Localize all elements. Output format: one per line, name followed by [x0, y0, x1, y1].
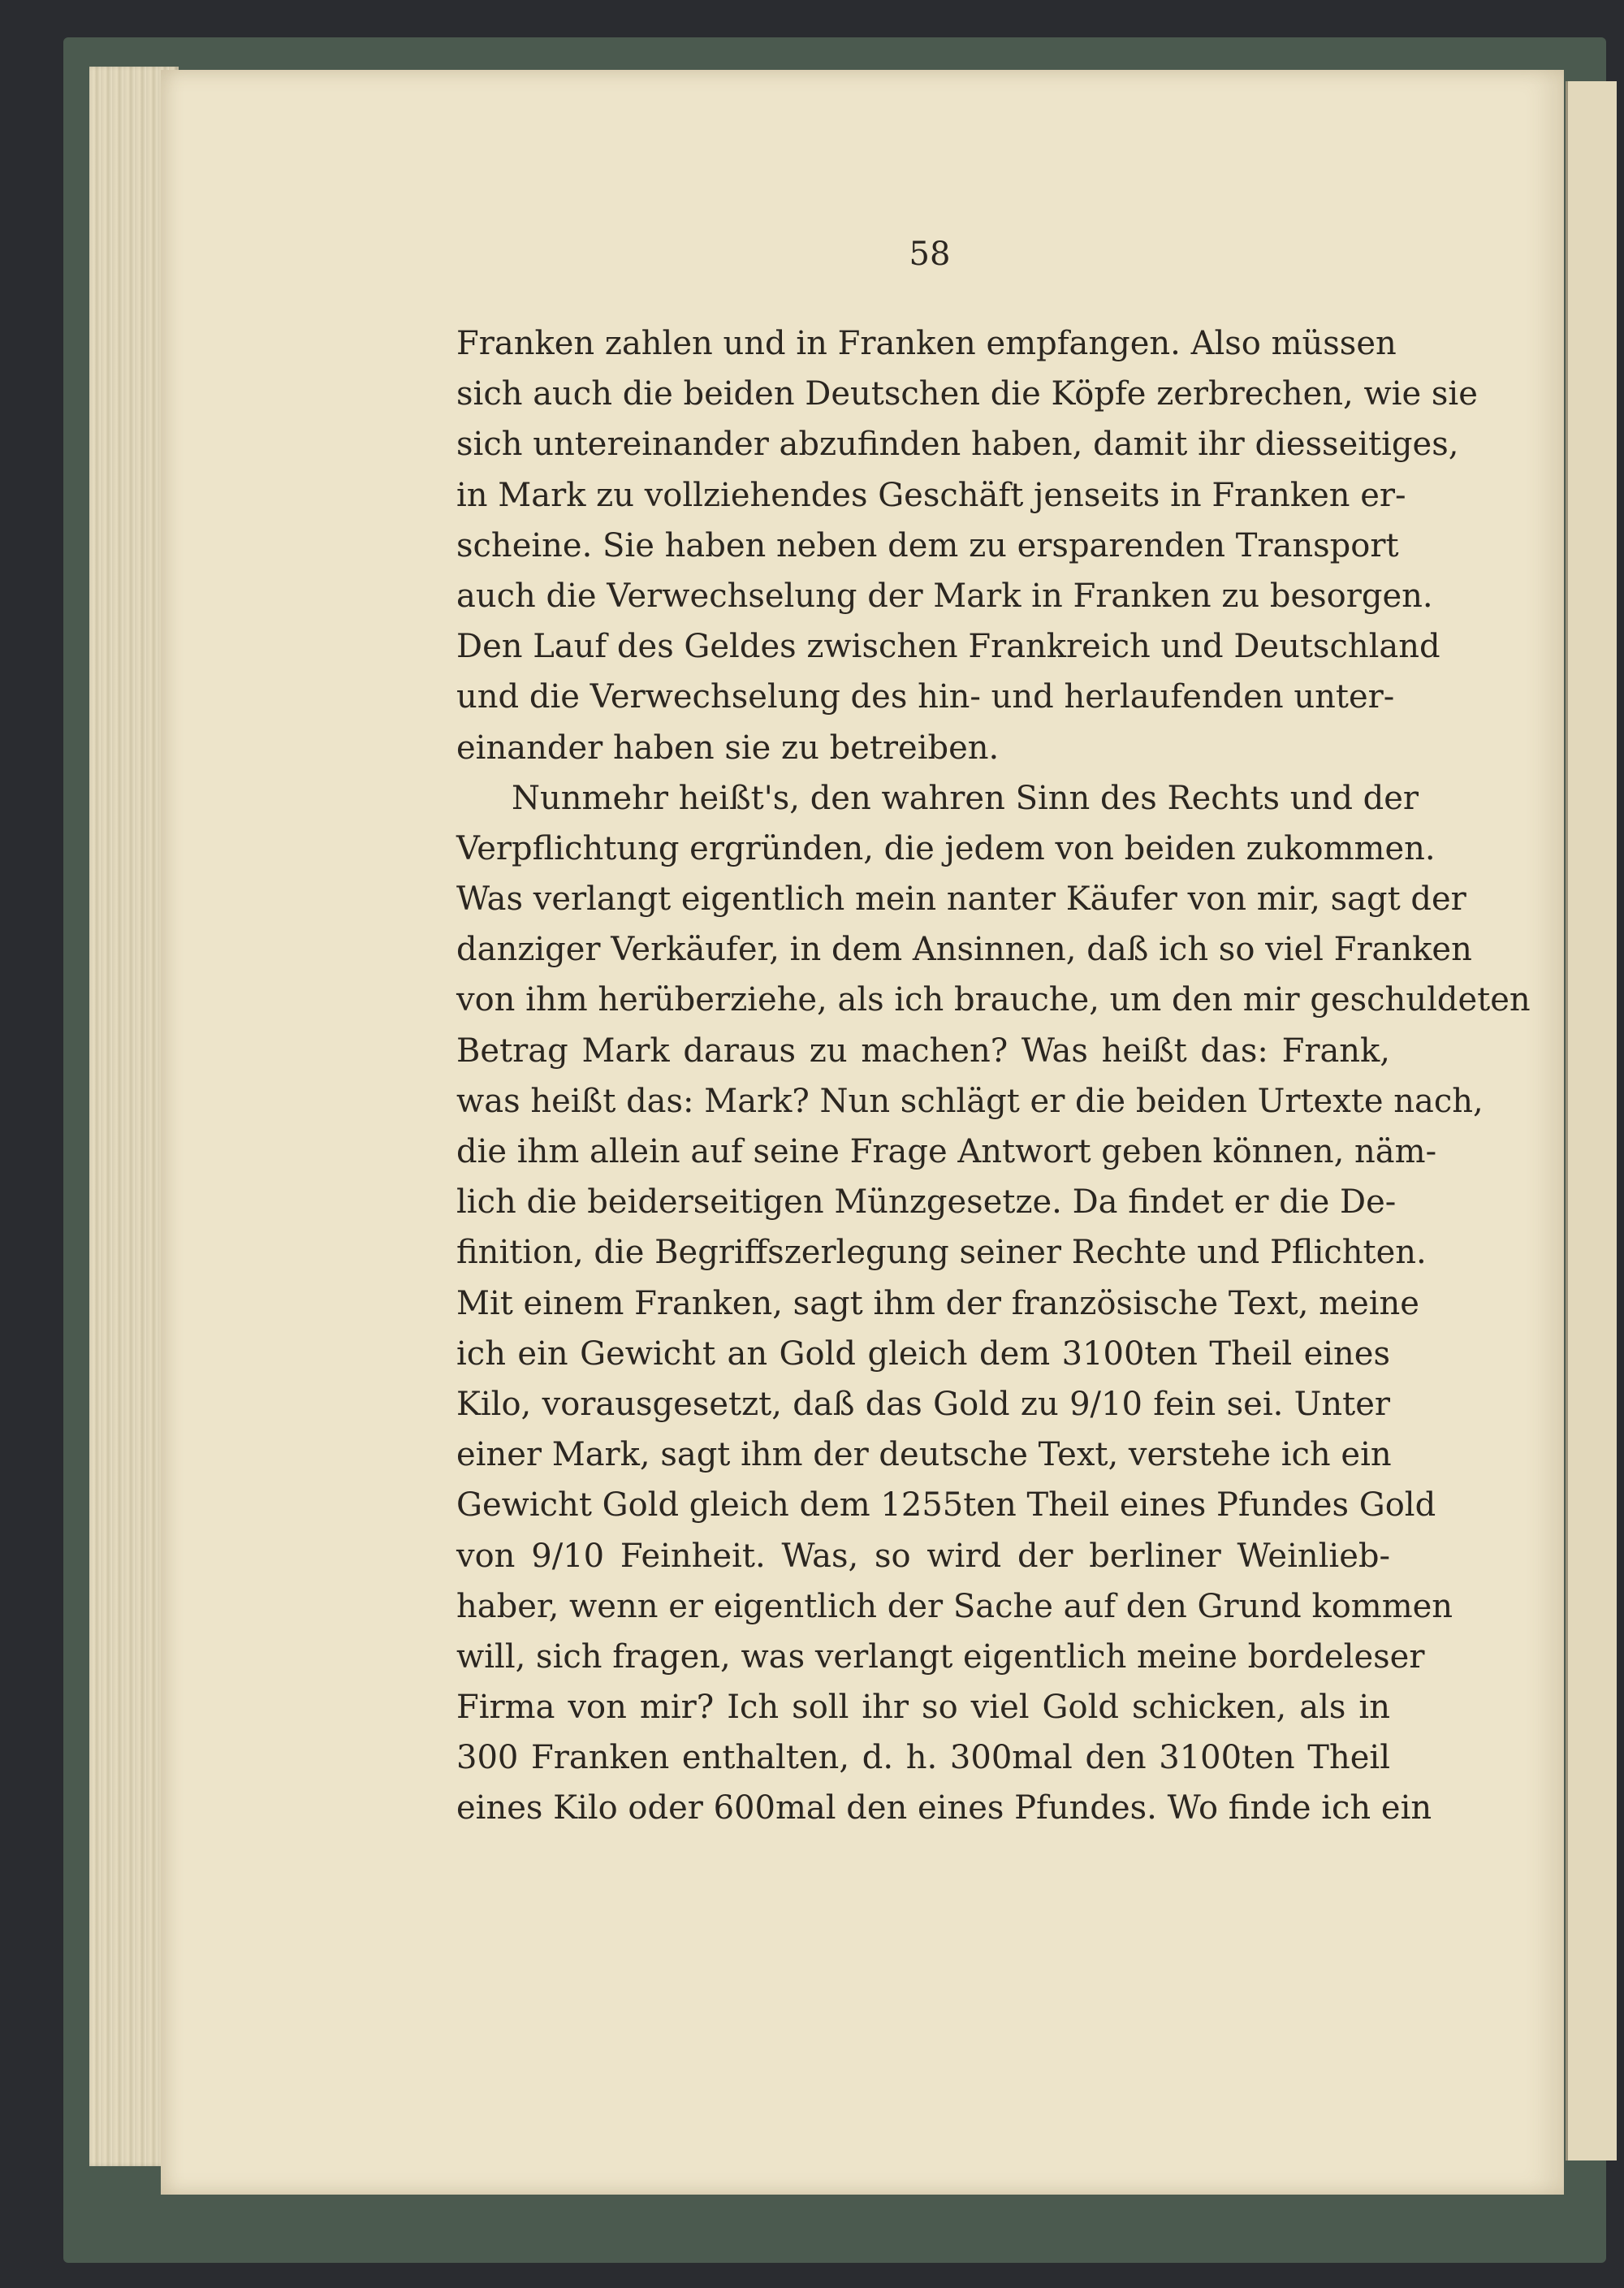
text-line: Nunmehr heißt's, den wahren Sinn des Rechts und der [512, 779, 1419, 817]
text-line: von 9/10 Feinheit. Was, so wird der berliner Weinlieb- [456, 1537, 1390, 1575]
text-line: von ihm herüberziehe, als ich brauche, um den mir geschuldeten [456, 981, 1531, 1019]
text-line: Gewicht Gold gleich dem 1255ten Theil eines Pfundes Gold [456, 1486, 1436, 1525]
text-line: in Mark zu vollziehendes Geschäft jenseits in Franken er- [456, 476, 1406, 514]
text-line: 300 Franken enthalten, d. h. 300mal den 3100ten Theil [456, 1739, 1390, 1777]
text-line: die ihm allein auf seine Frage Antwort geben können, näm- [456, 1133, 1437, 1170]
text-line: Franken zahlen und in Franken empfangen. Also müssen [456, 325, 1397, 362]
text-line: Verpflichtung ergründen, die jedem von beiden zukommen. [456, 829, 1436, 867]
text-line: ich ein Gewicht an Gold gleich dem 3100ten Theil eines [456, 1334, 1390, 1373]
text-line: Firma von mir? Ich soll ihr so viel Gold schicken, als in [456, 1689, 1390, 1727]
text-line: und die Verwechselung des hin- und herlaufenden unter- [456, 678, 1395, 716]
body-text [456, 318, 1531, 1834]
text-line: einander haben sie zu betreiben. [456, 729, 1000, 767]
next-page-edge [1566, 81, 1617, 2160]
text-line: danziger Verkäufer, in dem Ansinnen, daß ich so viel Franken [456, 931, 1472, 969]
text-line: eines Kilo oder 600mal den eines Pfundes. Wo finde ich ein [456, 1789, 1432, 1827]
text-line: Den Lauf des Geldes zwischen Frankreich und Deutschland [456, 628, 1440, 666]
text-line: Mit einem Franken, sagt ihm der französische Text, meine [456, 1284, 1419, 1322]
text-line: scheine. Sie haben neben dem zu ersparenden Transport [456, 526, 1399, 564]
text-line: haber, wenn er eigentlich der Sache auf den Grund kommen [456, 1587, 1453, 1625]
text-line: auch die Verwechselung der Mark in Franken zu besorgen. [456, 577, 1433, 615]
text-line: finition, die Begriffszerlegung seiner Rechte und Pflichten. [456, 1234, 1427, 1272]
text-line: einer Mark, sagt ihm der deutsche Text, verstehe ich ein [456, 1436, 1392, 1474]
text-line: Was verlangt eigentlich mein nanter Käufer von mir, sagt der [456, 880, 1466, 919]
text-line: was heißt das: Mark? Nun schlägt er die beiden Urtexte nach, [456, 1082, 1484, 1120]
page-number: 58 [909, 236, 951, 273]
text-line: sich untereinander abzufinden haben, damit ihr diesseitiges, [456, 426, 1459, 464]
text-line: sich auch die beiden Deutschen die Köpfe zerbrechen, wie sie [456, 375, 1478, 413]
text-line: Betrag Mark daraus zu machen? Was heißt das: Frank, [456, 1032, 1390, 1070]
text-line: lich die beiderseitigen Münzgesetze. Da findet er die De- [456, 1183, 1397, 1222]
text-line: Kilo, vorausgesetzt, daß das Gold zu 9/10 fein sei. Unter [456, 1385, 1390, 1423]
text-line: will, sich fragen, was verlangt eigentlich meine bordeleser [456, 1637, 1425, 1676]
